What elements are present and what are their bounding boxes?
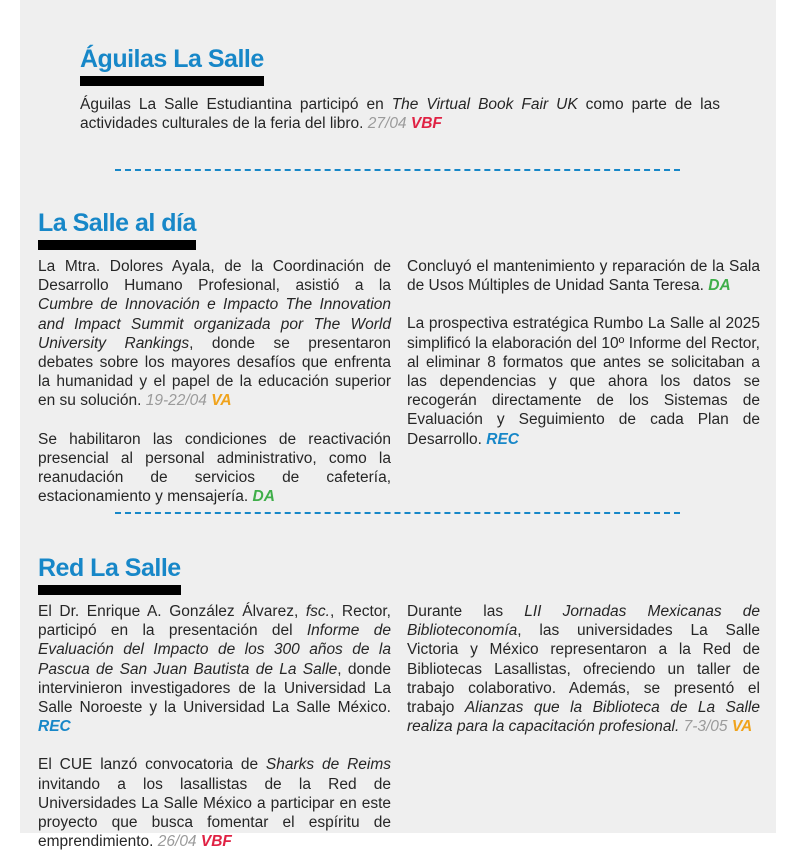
text-segment: 26/04	[157, 833, 201, 851]
title-underline-bar	[38, 240, 196, 250]
right-column	[407, 257, 760, 506]
section-aguilas-body	[80, 95, 720, 133]
text-segment: 19-22/04	[145, 392, 212, 410]
right-column	[407, 602, 760, 851]
section-lasalle-al-dia-header	[38, 210, 196, 250]
text-segment: , Rector, participó en la presentación del	[38, 603, 391, 640]
text-segment: VA	[211, 392, 232, 410]
title-underline-bar	[38, 585, 181, 595]
paragraph	[80, 95, 720, 133]
section-lasalle-al-dia-body	[38, 257, 760, 506]
text-segment: Informe de Evaluación del Impacto de los 300 años de la Pascua de San Juan Bautista de La Salle	[38, 622, 391, 678]
left-column	[38, 257, 391, 506]
text-segment: como parte de las actividades culturales de la feria del libro.	[80, 96, 720, 133]
text-segment: 7-3/05	[683, 718, 732, 736]
section-title-lasalle-al-dia: La Salle al día	[38, 209, 196, 237]
text-segment: VBF	[410, 115, 442, 133]
text-segment: Concluyó el mantenimiento y reparación de la Sala de Usos Múltiples de Unidad Santa Teresa.	[407, 258, 760, 295]
section-title-aguilas: Águilas La Salle	[80, 45, 264, 73]
text-segment: Durante las	[407, 603, 525, 620]
paragraph	[407, 257, 760, 295]
text-segment: Águilas La Salle Estudiantina participó en	[80, 96, 392, 113]
paragraph	[38, 755, 391, 851]
text-segment: , donde intervinieron investigadores de la Universidad La Salle Noroeste y la Universidad La Salle México.	[38, 660, 392, 717]
text-segment: LII Jornadas Mexicanas de Biblioteconomía	[407, 603, 760, 640]
text-segment: REC	[486, 430, 519, 448]
text-segment: El Dr. Enrique A. González Álvarez,	[38, 603, 306, 620]
paragraph	[407, 314, 760, 448]
dashed-separator	[115, 512, 680, 514]
text-segment: Se habilitaron las condiciones de reactivación presencial al personal administrativo, como la reanudación de servicios de cafetería, estacionamiento y mensajería.	[38, 430, 391, 506]
paragraph	[38, 257, 391, 411]
text-segment: , donde se presentaron debates sobre los mayores desafíos que enfrenta la humanidad y el papel de la educación superior en su solución.	[38, 334, 392, 410]
text-segment: La prospectiva estratégica Rumbo La Salle al 2025 simplificó la elaboración del 10º Informe del Rector, al eliminar 8 formatos que antes se solicitaban a las dependencias y que ahora los datos se recogerán directamente de los Sistemas de Evaluación y Seguimiento de cada Plan de Desarrollo.	[407, 315, 760, 448]
paragraph	[38, 430, 391, 507]
text-segment: DA	[708, 277, 731, 295]
text-segment: REC	[38, 718, 71, 736]
text-segment: VA	[731, 718, 753, 736]
paragraph	[38, 602, 391, 736]
page-background-panel	[20, 0, 776, 851]
text-segment: DA	[252, 488, 275, 506]
text-segment: , las universidades La Salle Victoria y México representaron a la Red de Bibliotecas Lasallistas, ofreciendo un taller de trabajo colaborativo. Además, se presentó el trabajo	[407, 622, 760, 717]
text-segment: El CUE lanzó convocatoria de	[38, 756, 266, 774]
section-red-lasalle-header	[38, 555, 181, 595]
section-aguilas-header	[80, 46, 264, 86]
text-segment: VBF	[200, 833, 232, 851]
text-segment: invitando a los lasallistas de la Red de Universidades La Salle México a participar en este proyecto que busca fomentar el espíritu de emprendimiento.	[38, 775, 391, 851]
text-segment: 27/04	[367, 115, 411, 133]
text-segment: Sharks de Reims	[265, 756, 392, 774]
text-segment: La Mtra. Dolores Ayala, de la Coordinación de Desarrollo Humano Profesional, asistió a la	[38, 258, 391, 295]
text-segment: Alianzas que la Biblioteca de La Salle realiza para la capacitación profesional.	[407, 699, 760, 736]
section-red-lasalle-body	[38, 602, 760, 851]
paragraph	[407, 602, 760, 736]
title-underline-bar	[80, 76, 264, 86]
text-segment: The Virtual Book Fair UK	[391, 96, 578, 113]
text-segment: fsc.	[305, 603, 330, 620]
dashed-separator	[115, 169, 680, 171]
left-column	[38, 602, 391, 851]
text-segment: Cumbre de Innovación e Impacto The Innovation and Impact Summit organizada por The World University Rankings	[38, 296, 391, 352]
section-title-red-lasalle: Red La Salle	[38, 554, 181, 582]
